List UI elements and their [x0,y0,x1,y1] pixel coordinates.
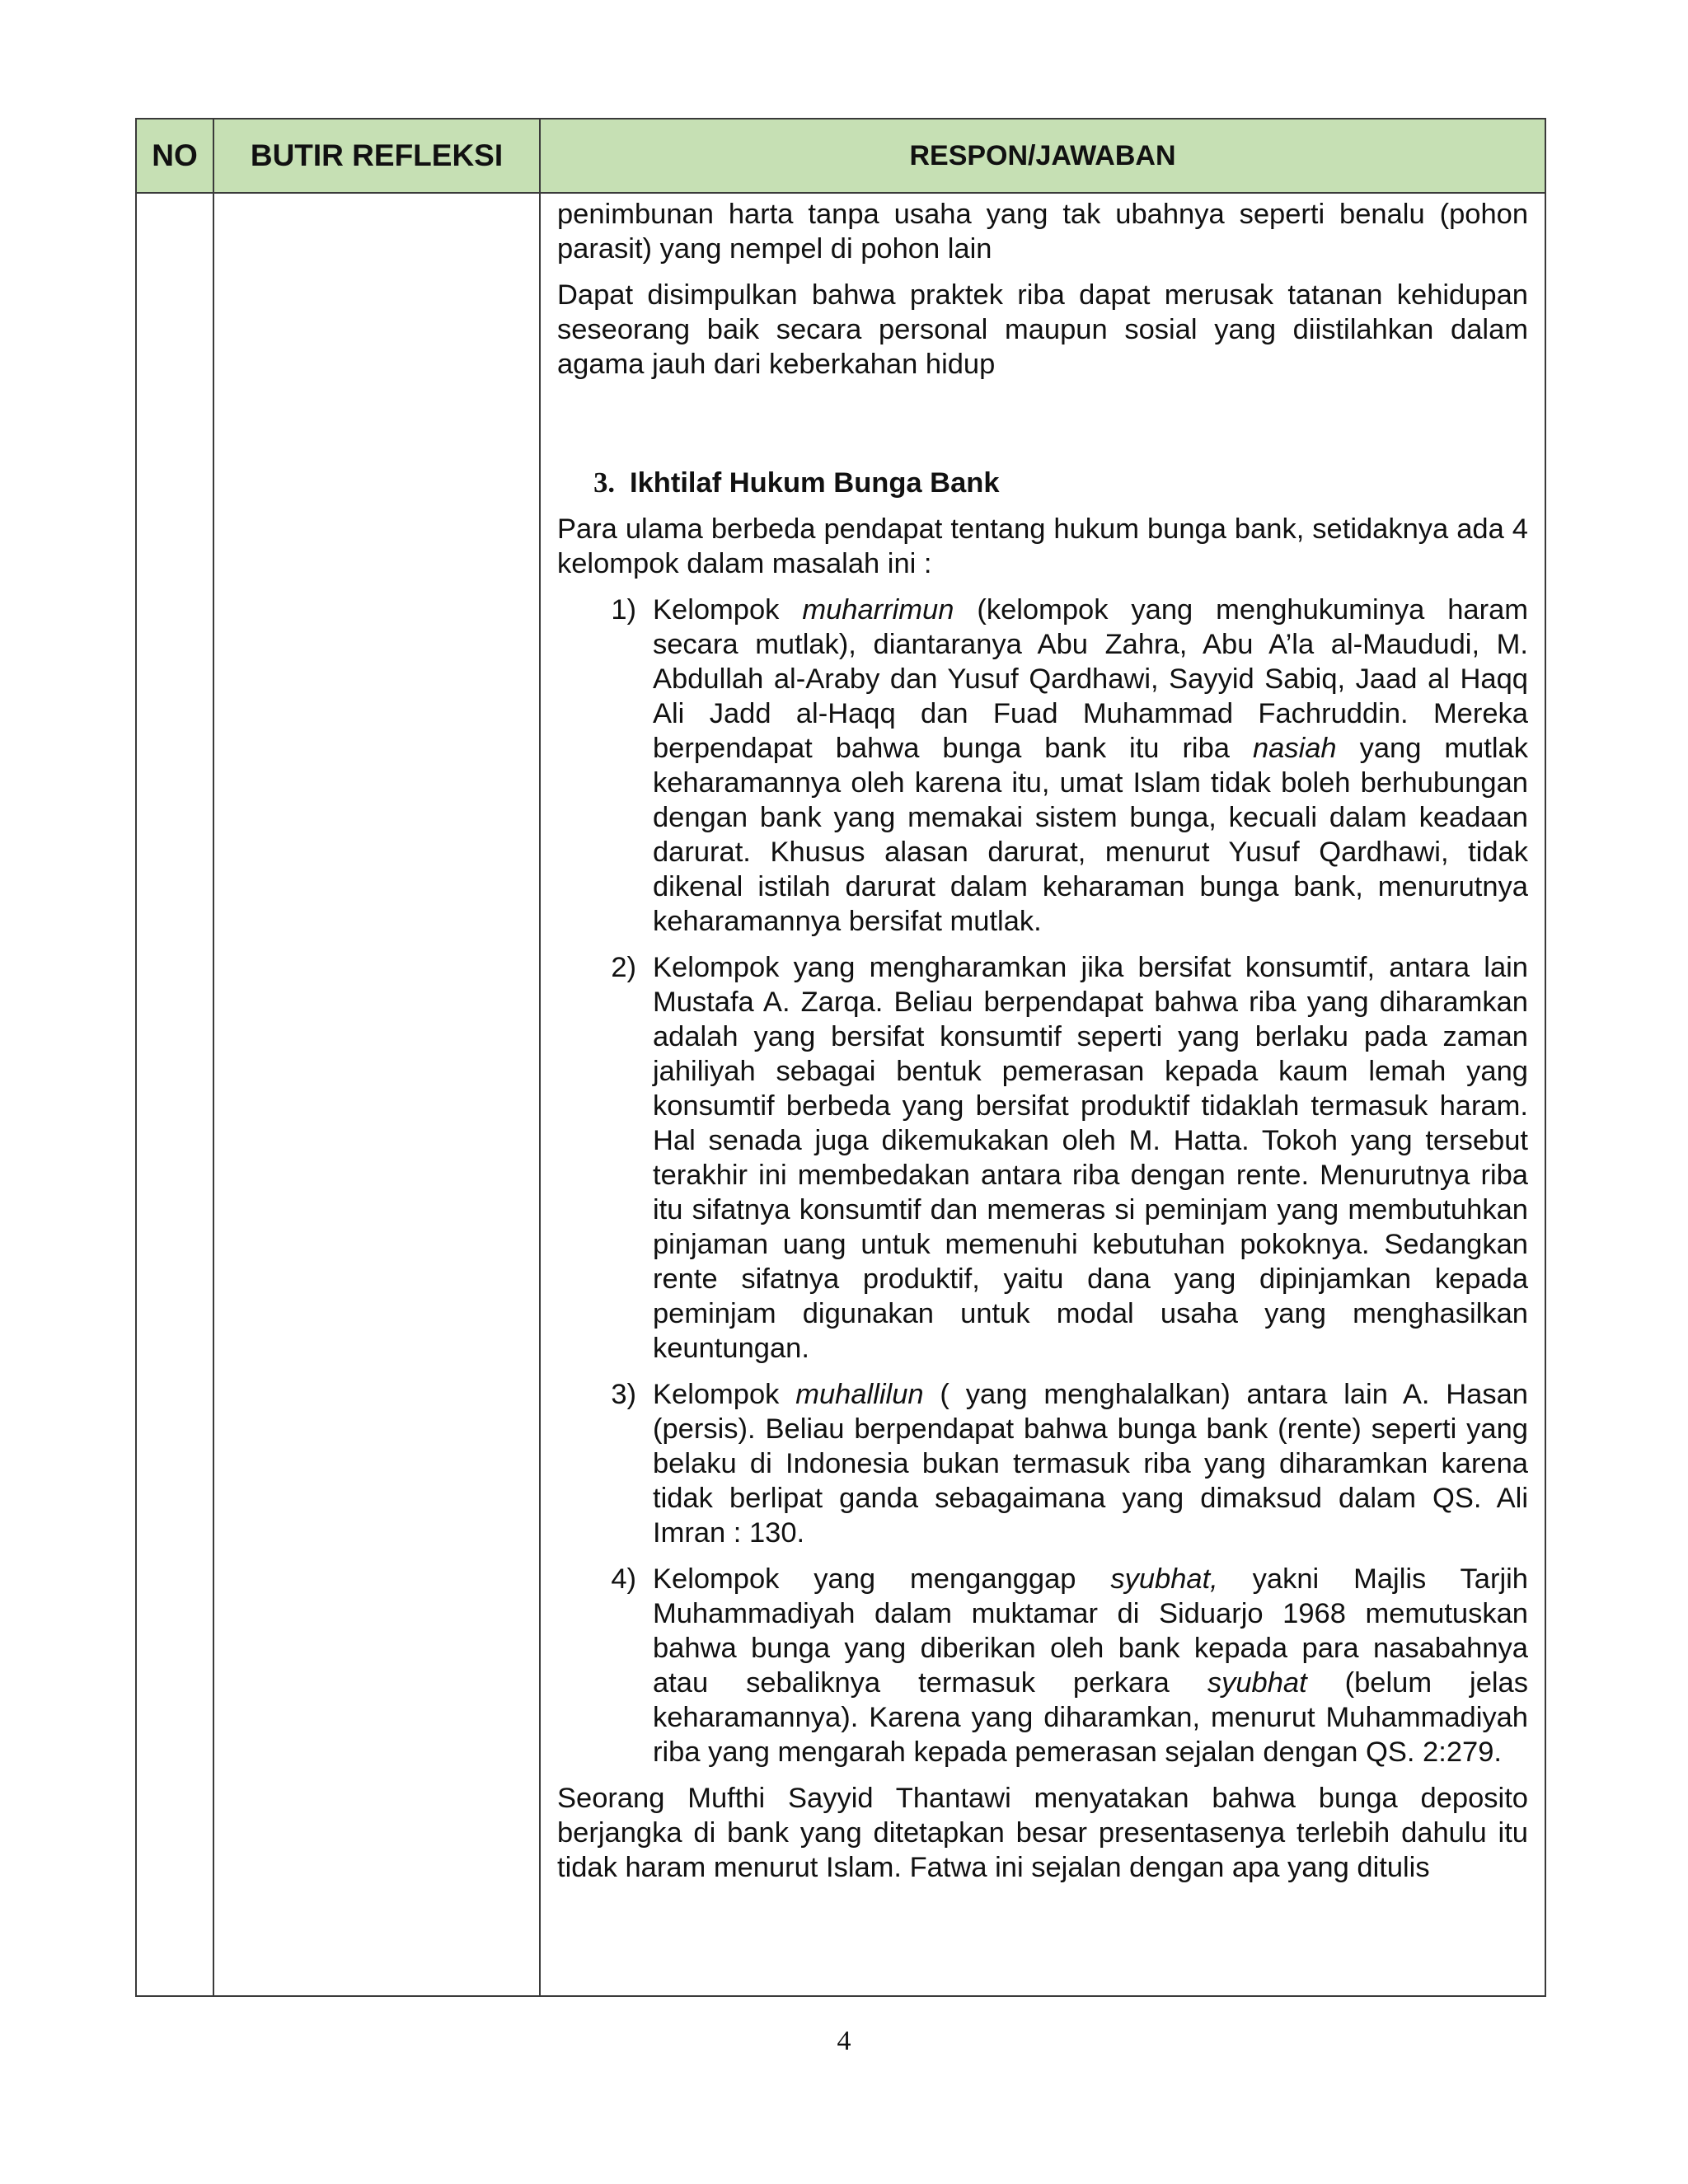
list-item-number: 1) [611,594,636,626]
section-number: 3. [593,467,615,499]
list-item [557,593,1528,939]
list-item [557,1562,1528,1769]
section-title: Ikhtilaf Hukum Bunga Bank [630,467,1000,499]
paragraph-intro: Para ulama berbeda pendapat tentang hukum bunga bank, setidaknya ada 4 kelompok dalam masalah ini : [557,513,1528,579]
paragraph-closing: Seorang Mufthi Sayyid Thantawi menyatakan bahwa bunga deposito berjangka di bank yang ditetapkan besar presentasenya terlebih dahulu itu tidak haram menurut Islam. Fatwa ini sejalan dengan apa yang ditulis [557,1783,1528,1883]
reflection-table [135,118,1546,1997]
list-item-text: Kelompok muhallilun ( yang menghalalkan) antara lain A. Hasan (persis). Beliau berpendapat bahwa bunga bank (rente) seperti yang belaku di Indonesia bukan termasuk riba yang diharamkan karena tidak berlipat ganda sebagaimana yang dimaksud dalam QS. Ali Imran : 130. [653,1379,1528,1549]
cell-butir-refleksi [213,193,540,1996]
section-heading [557,466,1528,500]
header-no: NO [136,119,213,193]
list-item-number: 2) [611,952,636,983]
table-row [136,193,1545,1996]
paragraph-penimbunan: penimbunan harta tanpa usaha yang tak ubahnya seperti benalu (pohon parasit) yang nempel di pohon lain [557,199,1528,265]
list-item [557,950,1528,1366]
header-respon-jawaban: RESPON/JAWABAN [540,119,1545,193]
cell-respon [540,193,1545,1996]
list-item [557,1377,1528,1550]
list-item-text: Kelompok yang menganggap syubhat, yakni Majlis Tarjih Muhammadiyah dalam muktamar di Siduarjo 1968 memutuskan bahwa bunga yang diberikan oleh bank kepada para nasabahnya atau sebaliknya termasuk perkara syubhat (belum jelas keharamannya). Karena yang diharamkan, menurut Muhammadiyah riba yang mengarah kepada pemerasan sejalan dengan QS. 2:279. [653,1563,1528,1768]
header-butir-refleksi: BUTIR REFLEKSI [213,119,540,193]
list-item-number: 3) [611,1379,636,1410]
kelompok-list [557,593,1528,1769]
table-header-row [136,119,1545,193]
list-item-text: Kelompok muharrimun (kelompok yang menghukuminya haram secara mutlak), diantaranya Abu Zahra, Abu A’la al-Maududi, M. Abdullah al-Araby dan Yusuf Qardhawi, Sayyid Sabiq, Jaad al Haqq Ali Jadd al-Haqq dan Fuad Muhammad Fachruddin. Mereka berpendapat bahwa bunga bank itu riba nasiah yang mutlak keharamannya oleh karena itu, umat Islam tidak boleh berhubungan dengan bank yang memakai sistem bunga, kecuali dalam keadaan darurat. Khusus alasan darurat, menurut Yusuf Qardhawi, tidak dikenal istilah darurat dalam keharaman bunga bank, menurutnya keharamannya bersifat mutlak. [653,594,1528,937]
list-item-text: Kelompok yang mengharamkan jika bersifat konsumtif, antara lain Mustafa A. Zarqa. Beliau berpendapat bahwa riba yang diharamkan adalah yang bersifat konsumtif seperti yang berlaku pada zaman jahiliyah sebagai bentuk pemerasan kepada kaum lemah yang konsumtif berbeda yang bersifat produktif tidaklah termasuk haram. Hal senada juga dikemukakan oleh M. Hatta. Tokoh yang tersebut terakhir ini membedakan antara riba dengan rente. Menurutnya riba itu sifatnya konsumtif dan memeras si peminjam yang membutuhkan pinjaman uang untuk memenuhi kebutuhan pokoknya. Sedangkan rente sifatnya produktif, yaitu dana yang dipinjamkan kepada peminjam digunakan untuk modal usaha yang menghasilkan keuntungan. [653,952,1528,1364]
paragraph-kesimpulan: Dapat disimpulkan bahwa praktek riba dapat merusak tatanan kehidupan seseorang baik secara personal maupun sosial yang diistilahkan dalam agama jauh dari keberkahan hidup [557,279,1528,380]
cell-no [136,193,213,1996]
list-item-number: 4) [611,1563,636,1595]
page-number: 4 [837,2026,851,2056]
